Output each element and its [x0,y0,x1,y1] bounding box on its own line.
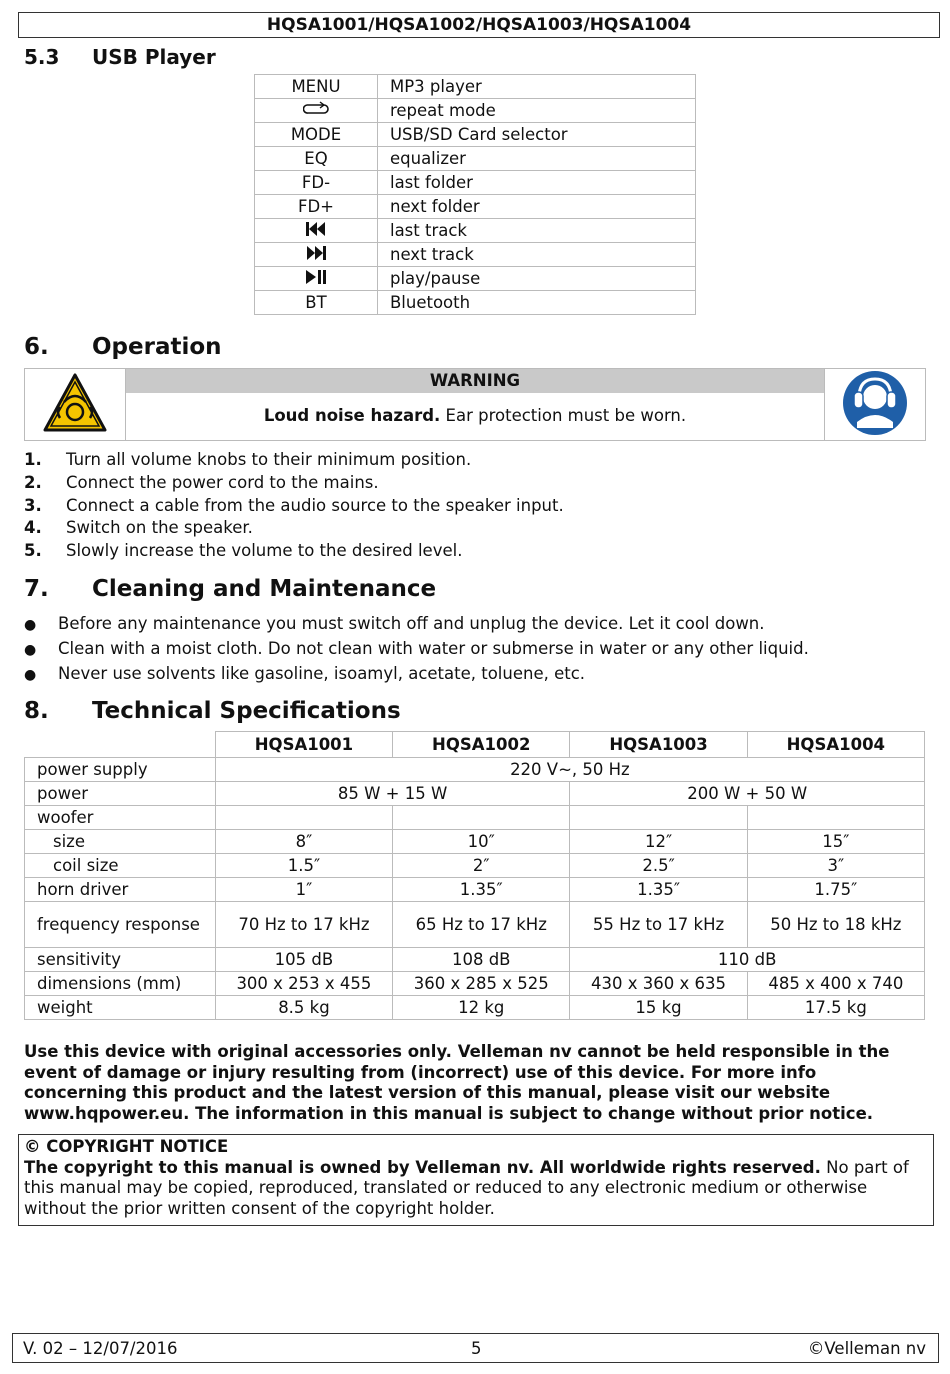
warning-text [126,393,824,439]
item-text: Clean with a moist cloth. Do not clean with water or submerse in water or any other liquid. [58,639,809,658]
spec-value: 10″ [393,830,570,854]
spec-value: 50 Hz to 18 kHz [747,902,924,948]
spec-value: 17.5 kg [747,996,924,1020]
list-item [24,636,924,661]
spec-value: 1.75″ [747,878,924,902]
spec-value: 105 dB [215,948,392,972]
section-title: USB Player [92,45,216,69]
control-description: equalizer [377,147,695,171]
control-description: Bluetooth [377,291,695,315]
spec-value: 108 dB [393,948,570,972]
hazard-triangle-icon [25,369,126,441]
table-row [255,171,696,195]
table-row [255,219,696,243]
step-text: Slowly increase the volume to the desired level. [66,541,463,561]
page-number: 5 [471,1339,482,1358]
spec-label: woofer [25,806,216,830]
warning-label: WARNING [126,369,824,393]
spec-value: 70 Hz to 17 kHz [215,902,392,948]
spec-label: size [25,830,216,854]
table-row [25,972,925,996]
table-row [255,75,696,99]
step-number: 4. [24,518,42,538]
section-title: Operation [92,334,222,360]
spec-label: horn driver [25,878,216,902]
list-item [24,449,904,472]
bullet-icon: ● [24,642,37,658]
operation-steps [24,449,904,563]
table-row [255,267,696,291]
spec-label: frequency response [25,902,216,948]
model-header: HQSA1003 [570,732,747,758]
spec-value: 15 kg [570,996,747,1020]
step-number: 2. [24,472,42,492]
control-description: MP3 player [377,75,695,99]
warning-box [24,368,926,441]
section-usb-heading [24,45,216,69]
step-text: Connect a cable from the audio source to the speaker input. [66,495,564,515]
table-row [25,902,925,948]
list-item [24,611,924,636]
section-title: Technical Specifications [92,698,401,724]
ear-protection-icon [825,369,926,441]
spec-label: sensitivity [25,948,216,972]
spec-value: 8.5 kg [215,996,392,1020]
version-label: V. 02 – 12/07/2016 [23,1339,178,1358]
spec-value: 85 W + 15 W [215,782,570,806]
spec-label: coil size [25,854,216,878]
repeat-icon [255,99,378,123]
spec-value: 3″ [747,854,924,878]
table-row [25,830,925,854]
control-key: MENU [255,75,378,99]
spec-label: weight [25,996,216,1020]
table-row [255,123,696,147]
control-description: USB/SD Card selector [377,123,695,147]
section-number: 5.3 [24,45,60,69]
play-pause-icon [255,267,378,291]
control-key: BT [255,291,378,315]
table-row [25,996,925,1020]
control-description: last track [377,219,695,243]
spec-value: 12 kg [393,996,570,1020]
spec-value: 2″ [393,854,570,878]
copyright-box [18,1134,934,1226]
table-row [25,806,925,830]
spec-label: power supply [25,758,216,782]
specs-table [24,731,925,1020]
previous-track-icon [255,219,378,243]
table-row [255,195,696,219]
step-number: 3. [24,495,42,515]
copyright-body [24,1158,928,1220]
control-description: last folder [377,171,695,195]
table-row [25,948,925,972]
section-operation-heading [24,334,222,360]
bullet-icon: ● [24,617,37,633]
step-text: Switch on the speaker. [66,518,253,538]
section-number: 8. [24,698,49,724]
cleaning-list [24,611,924,686]
spec-value: 15″ [747,830,924,854]
spec-value: 1.35″ [393,878,570,902]
list-item [24,495,904,518]
list-item [24,517,904,540]
spec-value: 300 x 253 x 455 [215,972,392,996]
spec-value: 55 Hz to 17 kHz [570,902,747,948]
next-track-icon [255,243,378,267]
item-text: Never use solvents like gasoline, isoamyl, acetate, toluene, etc. [58,664,586,683]
section-cleaning-heading [24,576,436,602]
spec-value: 485 x 400 x 740 [747,972,924,996]
table-header-row [25,732,925,758]
table-row [255,147,696,171]
model-header: HQSA1002 [393,732,570,758]
item-text: Before any maintenance you must switch off and unplug the device. Let it cool down. [58,614,765,633]
table-row [255,291,696,315]
section-title: Cleaning and Maintenance [92,576,437,602]
section-specs-heading [24,698,401,724]
table-row [25,758,925,782]
model-header: HQSA1001 [215,732,392,758]
spec-value: 1.5″ [215,854,392,878]
step-text: Connect the power cord to the mains. [66,472,379,492]
step-number: 5. [24,541,42,561]
control-description: play/pause [377,267,695,291]
control-description: repeat mode [377,99,695,123]
table-row [25,782,925,806]
spec-value: 65 Hz to 17 kHz [393,902,570,948]
copyright-title: © COPYRIGHT NOTICE [24,1137,229,1156]
spec-value: 1″ [215,878,392,902]
section-number: 7. [24,576,49,602]
spec-value: 1.35″ [570,878,747,902]
spec-label: dimensions (mm) [25,972,216,996]
spec-label: power [25,782,216,806]
spec-value: 360 x 285 x 525 [393,972,570,996]
warning-message: Ear protection must be worn. [440,406,687,425]
copyright-bold: The copyright to this manual is owned by Velleman nv. All worldwide rights reserved. [24,1157,821,1177]
table-row [25,878,925,902]
section-number: 6. [24,334,49,360]
page-footer [12,1333,939,1363]
control-key: MODE [255,123,378,147]
table-row [25,854,925,878]
list-item [24,661,924,686]
bullet-icon: ● [24,667,37,683]
spec-value: 220 V~, 50 Hz [215,758,924,782]
usage-notice: Use this device with original accessories only. Velleman nv cannot be held responsible in the event of damage or injury resulting from (incorrect) use of this device. For more info concerning this product and the latest version of this manual, please visit our website www.hqpower.eu. The information in this manual is subject to change without prior notice. [24,1042,890,1123]
step-text: Turn all volume knobs to their minimum position. [66,450,472,469]
document-header: HQSA1001/HQSA1002/HQSA1003/HQSA1004 [18,12,940,38]
control-key: FD+ [255,195,378,219]
spec-value: 200 W + 50 W [570,782,925,806]
list-item [24,540,904,563]
spec-value: 430 x 360 x 635 [570,972,747,996]
control-description: next track [377,243,695,267]
model-header: HQSA1004 [747,732,924,758]
spec-value: 8″ [215,830,392,854]
copyright-text: No part of this manual may be copied, reproduced, translated or reduced to any electronic medium or otherwise without the prior written consent of the copyright holder. [24,1157,909,1218]
control-description: next folder [377,195,695,219]
spec-value: 2.5″ [570,854,747,878]
step-number: 1. [24,450,42,469]
control-key: EQ [255,147,378,171]
usb-controls-table [254,74,696,315]
spec-value: 110 dB [570,948,925,972]
spec-value: 12″ [570,830,747,854]
table-row [255,243,696,267]
control-key: FD- [255,171,378,195]
owner-label: ©Velleman nv [807,1339,926,1358]
warning-bold: Loud noise hazard. [263,406,441,425]
list-item [24,472,904,495]
table-row [255,99,696,123]
